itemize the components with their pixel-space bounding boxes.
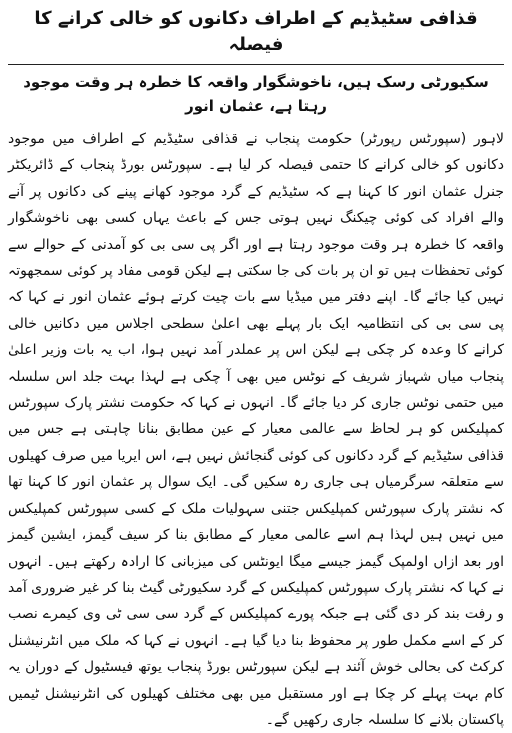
subheadline: سکیورٹی رسک ہیں، ناخوشگوار واقعہ کا خطرہ ہر وقت موجود رہتا ہے، عثمان انور (23, 73, 489, 115)
headline: قذافی سٹیڈیم کے اطراف دکانوں کو خالی کرانے کا فیصلہ (34, 8, 478, 55)
article-body: لاہور (سپورٹس رپورٹر) حکومت پنجاب نے قذافی سٹیڈیم کے اطراف میں موجود دکانوں کو خالی کرانے کا حتمی فیصلہ کر لیا ہے۔ سپورٹس بورڈ پنجاب کے ڈائریکٹر جنرل عثمان انور کا کہنا ہے کہ سٹیڈیم کے گرد موجود کھانے پینے کی دکانوں پر آنے والے افراد کی کوئی چیکنگ نہیں ہوتی جس کے باعث یہاں کسی بھی ناخوشگوار واقعہ کا خطرہ ہر وقت موجود رہتا ہے اور اگر پی سی بی کو آمدنی کے حوالے سے کوئی تحفظات ہیں تو ان پر بات کی جا سکتی ہے لیکن قومی مفاد پر کوئی سمجھوتہ نہیں کیا جائے گا۔ اپنے دفتر میں میڈیا سے بات چیت کرتے ہوئے عثمان انور نے کہا کہ پی سی بی کی انتظامیہ ایک بار پہلے بھی اعلیٰ سطحی اجلاس میں دکانیں خالی کرانے کا وعدہ کر چکی ہے لیکن اس پر عملدر آمد نہیں ہوا، اب یہ بات وزیر اعلیٰ پنجاب میاں شہباز شریف کے نوٹس میں بھی آ چکی ہے لہذا بہت جلد اس سلسلہ میں حتمی نوٹس جاری کر دیا جائے گا۔ انہوں نے کہا کہ حکومت نشتر پارک سپورٹس کمپلیکس کو ہر لحاظ سے عالمی معیار کے عین مطابق بنانا چاہتی ہے جس میں قذافی سٹیڈیم کے گرد دکانوں کی کوئی گنجائش نہیں ہے، اس ایریا میں صرف کھیلوں سے متعلقہ سرگرمیاں ہی جاری رہ سکیں گی۔ ایک سوال پر عثمان انور کا کہنا تھا کہ نشتر پارک سپورٹس کمپلیکس جتنی سہولیات ملک کے کسی سپورٹس کمپلیکس میں نہیں ہیں لہذا ہم اسے عالمی معیار کے مطابق بنا کر سیف گیمز، ایشین گیمز اور بعد ازاں اولمپک گیمز جیسے میگا ایونٹس کی میزبانی کا ارادہ رکھتے ہیں۔ انہوں نے کہا کہ نشتر پارک سپورٹس کمپلیکس کے گرد سکیورٹی گیٹ بنا کر غیر ضروری آمد و رفت بند کر دی گئی ہے جبکہ پورے کمپلیکس کے گرد سی سی ٹی وی کیمرے نصب کر کے اسے مکمل طور پر محفوظ بنا دیا گیا ہے۔ انہوں نے کہا کہ ملک میں انٹرنیشنل کرکٹ کی بحالی خوش آئند ہے لیکن سپورٹس بورڈ پنجاب یوتھ فیسٹیول کے دوران یہ کام بہت پہلے کر چکا ہے اور مستقبل میں بھی مختلف کھیلوں کی انٹرنیشنل ٹیمیں پاکستان بلانے کا سلسلہ جاری رکھیں گے۔ (7, 131, 504, 728)
headline-divider (8, 64, 504, 65)
